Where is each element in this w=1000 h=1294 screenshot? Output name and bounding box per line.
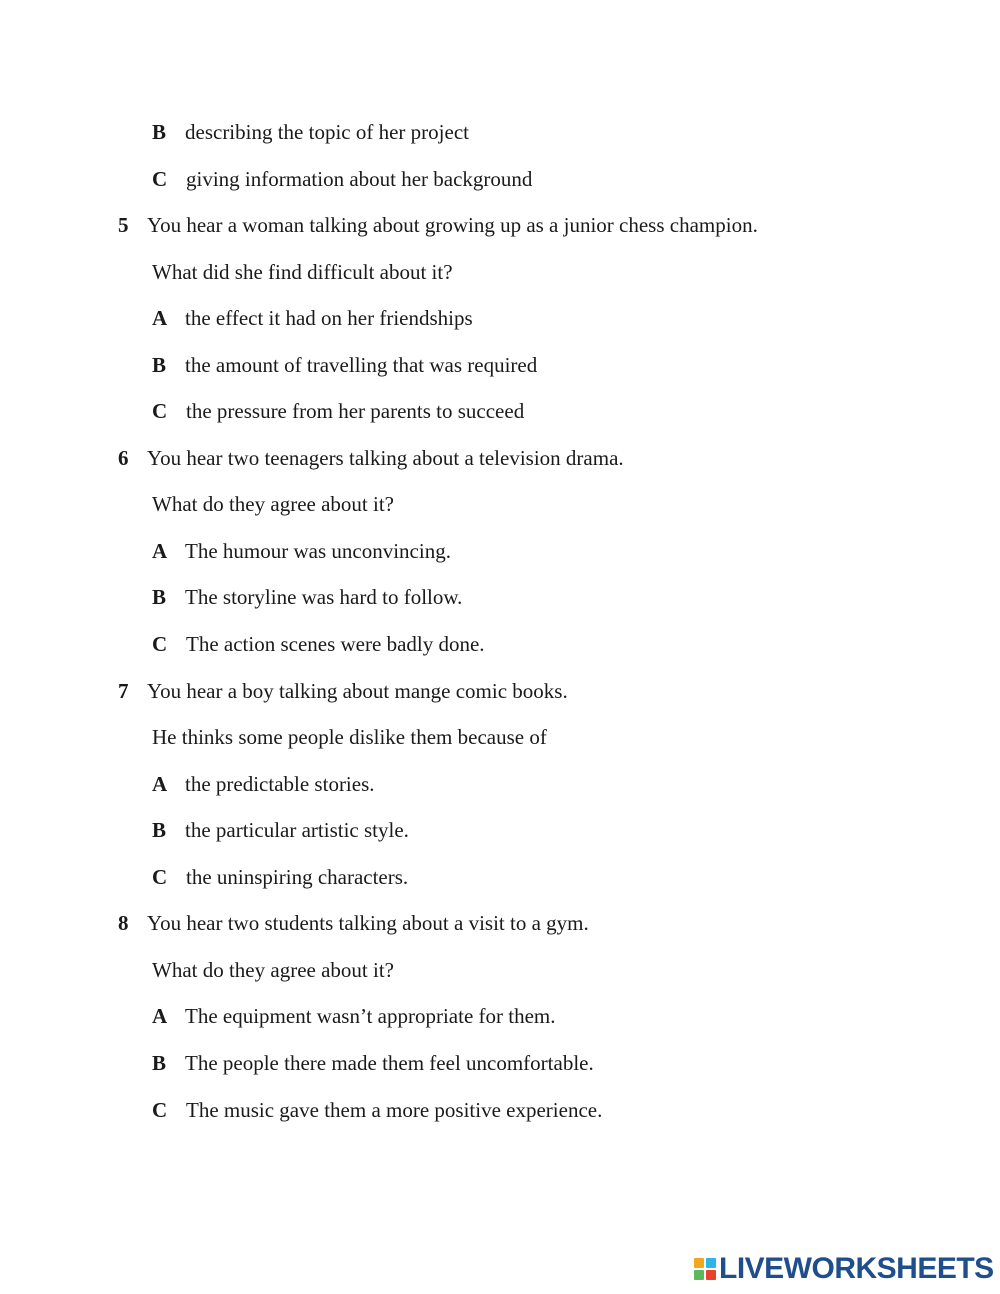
- option-letter: B: [152, 120, 167, 144]
- option-letter: C: [152, 632, 168, 656]
- question-number: 8: [118, 911, 129, 935]
- logo-square-icon: [694, 1270, 704, 1280]
- question-stem: You hear two teenagers talking about a television drama.: [147, 446, 624, 470]
- option-text: the amount of travelling that was required: [185, 353, 538, 377]
- question-stem: You hear a woman talking about growing up as a junior chess champion.: [147, 213, 758, 237]
- option-letter: B: [152, 1051, 167, 1075]
- liveworksheets-logo: [694, 1252, 994, 1286]
- option-text: the pressure from her parents to succeed: [186, 399, 525, 423]
- option-text: describing the topic of her project: [185, 120, 469, 144]
- logo-text: LIVEWORKSHEETS: [719, 1252, 994, 1285]
- question-prompt: He thinks some people dislike them because of: [152, 725, 547, 749]
- option-letter: B: [152, 818, 167, 842]
- option-letter: C: [152, 1098, 168, 1122]
- option-letter: C: [152, 399, 168, 423]
- option-text: the particular artistic style.: [185, 818, 409, 842]
- option-letter: C: [152, 167, 168, 191]
- question-prompt: What did she find difficult about it?: [152, 260, 453, 284]
- option-text: The storyline was hard to follow.: [185, 585, 463, 609]
- logo-square-icon: [694, 1258, 704, 1268]
- question-number: 5: [118, 213, 129, 237]
- question-prompt: What do they agree about it?: [152, 958, 394, 982]
- option-text: The equipment wasn’t appropriate for them.: [185, 1004, 556, 1028]
- option-text: The music gave them a more positive experience.: [186, 1098, 603, 1122]
- option-letter: A: [152, 306, 168, 330]
- option-letter: A: [152, 772, 168, 796]
- option-text: the effect it had on her friendships: [185, 306, 473, 330]
- option-letter: B: [152, 585, 167, 609]
- question-prompt: What do they agree about it?: [152, 492, 394, 516]
- option-letter: A: [152, 1004, 168, 1028]
- question-number: 7: [118, 679, 129, 703]
- option-text: The action scenes were badly done.: [186, 632, 485, 656]
- option-text: the uninspiring characters.: [186, 865, 409, 889]
- option-text: The people there made them feel uncomfortable.: [185, 1051, 594, 1075]
- logo-mark-icon: [694, 1258, 716, 1280]
- question-number: 6: [118, 446, 129, 470]
- option-text: giving information about her background: [186, 167, 533, 191]
- option-letter: C: [152, 865, 168, 889]
- logo-square-icon: [706, 1258, 716, 1268]
- option-letter: B: [152, 353, 167, 377]
- option-text: The humour was unconvincing.: [185, 539, 451, 563]
- option-text: the predictable stories.: [185, 772, 375, 796]
- question-stem: You hear a boy talking about mange comic books.: [147, 679, 568, 703]
- logo-square-icon: [706, 1270, 716, 1280]
- question-stem: You hear two students talking about a visit to a gym.: [147, 911, 589, 935]
- option-letter: A: [152, 539, 168, 563]
